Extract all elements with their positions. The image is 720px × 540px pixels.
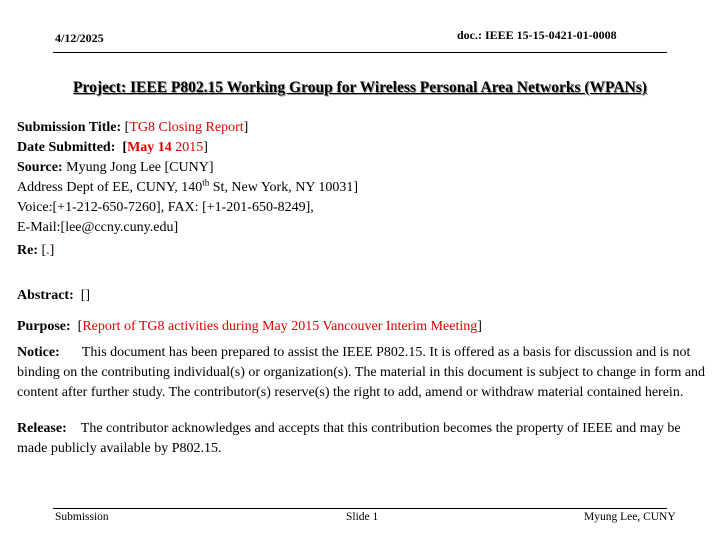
source-value: Myung Jong Lee [CUNY] <box>66 160 214 175</box>
footer-left: Submission <box>55 511 109 523</box>
address-sup: th <box>202 177 210 188</box>
footer-slide-number: Slide 1 <box>346 511 379 523</box>
notice-label: Notice: <box>17 345 60 360</box>
date-submitted-label: Date Submitted: <box>17 140 116 155</box>
release-text: The contributor acknowledges and accepts that this contribution becomes the property of IEEE and may be made publicly available by P802.15. <box>17 421 681 456</box>
header-rule <box>53 52 667 53</box>
abstract-value: [] <box>80 288 91 303</box>
voice-line: Voice:[+1-212-650-7260], FAX: [+1-201-650-8249], <box>17 200 314 215</box>
address-line <box>17 178 717 198</box>
date-submitted-line: Date Submitted: [May 14 2015] <box>17 140 208 155</box>
purpose-value: Report of TG8 activities during May 2015 Vancouver Interim Meeting <box>82 319 478 334</box>
footer-rule <box>53 508 667 509</box>
submission-info <box>17 118 717 238</box>
re-line: Re: [.] <box>17 243 55 258</box>
purpose-label: Purpose: <box>17 319 71 334</box>
purpose-line: Purpose: [Report of TG8 activities during May 2015 Vancouver Interim Meeting] <box>17 319 482 334</box>
date-submitted-year: 2015 <box>175 140 204 155</box>
source-line <box>17 158 717 178</box>
abstract-line <box>17 286 717 306</box>
release-block <box>17 419 713 459</box>
header-date: 4/12/2025 <box>55 31 104 45</box>
footer-right: Myung Lee, CUNY <box>584 511 676 523</box>
source-label: Source: <box>17 160 63 175</box>
abstract-label: Abstract: <box>17 288 74 303</box>
submission-title-value: TG8 Closing Report <box>129 120 244 135</box>
submission-title-line: Submission Title: [TG8 Closing Report] <box>17 120 249 135</box>
project-title: Project: IEEE P802.15 Working Group for Wireless Personal Area Networks (WPANs) <box>73 79 647 96</box>
re-label: Re: <box>17 243 38 258</box>
date-submitted-month-day: May 14 <box>127 140 172 155</box>
submission-title-label: Submission Title: <box>17 120 122 135</box>
header-doc-id: doc.: IEEE 15-15-0421-01-0008 <box>457 28 617 42</box>
address-prefix: Address Dept of EE, CUNY, 140 <box>17 180 203 195</box>
re-value: . <box>46 243 50 258</box>
release-label: Release: <box>17 421 67 436</box>
notice-text: This document has been prepared to assist the IEEE P802.15. It is offered as a basis for discussion and is not binding on the contributing individual(s) or organization(s). The material in this document is subject to change in form and content after further study. The contributor(s) reserve(s) the right to add, amend or withdraw material contained herein. <box>17 345 706 400</box>
email-line: E-Mail:[lee@ccny.cuny.edu] <box>17 220 179 235</box>
address-suffix: St, New York, NY 10031] <box>209 180 359 195</box>
notice-block <box>17 343 713 403</box>
